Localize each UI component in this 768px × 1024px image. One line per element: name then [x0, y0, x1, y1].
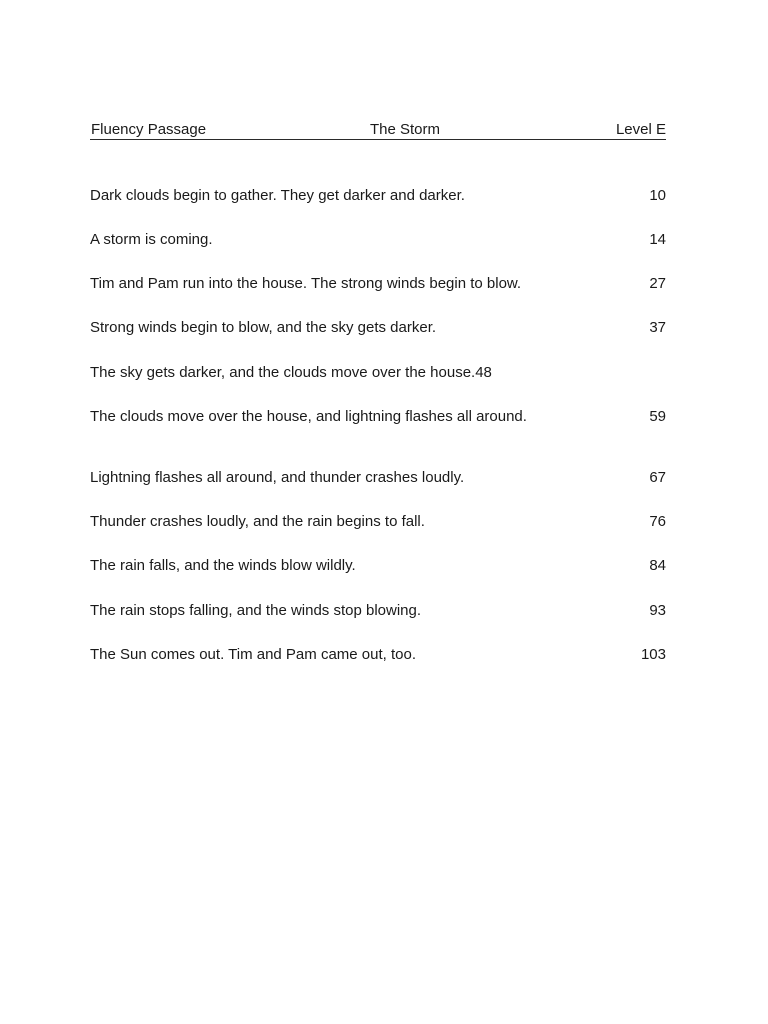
- passage-line: [90, 318, 666, 338]
- word-count: 27: [649, 275, 666, 292]
- header-fluency-passage: Fluency Passage: [91, 121, 207, 138]
- passage-header: [90, 121, 666, 140]
- word-count: 14: [649, 231, 666, 248]
- line-text: Dark clouds begin to gather. They get darker and darker.: [90, 187, 465, 204]
- line-text: The rain stops falling, and the winds stop blowing.: [90, 602, 422, 619]
- line-text: The Sun comes out. Tim and Pam came out, too.: [90, 646, 416, 663]
- word-count: 76: [649, 513, 666, 530]
- word-count: 67: [649, 469, 666, 486]
- line-text: Tim and Pam run into the house. The strong winds begin to blow.: [90, 275, 522, 292]
- passage-line: [90, 274, 666, 294]
- line-text: A storm is coming.: [90, 231, 213, 248]
- line-text: Lightning flashes all around, and thunder crashes loudly.: [90, 469, 465, 486]
- passage-line: [90, 186, 666, 206]
- line-text: The rain falls, and the winds blow wildly.: [90, 557, 356, 574]
- line-text: Strong winds begin to blow, and the sky gets darker.: [90, 319, 437, 336]
- line-text: Thunder crashes loudly, and the rain begins to fall.: [90, 513, 425, 530]
- word-count: 10: [649, 187, 666, 204]
- word-count: 37: [649, 319, 666, 336]
- header-title: The Storm: [370, 121, 441, 138]
- passage-line: [90, 407, 666, 427]
- passage-line: [90, 601, 666, 621]
- line-text: The sky gets darker, and the clouds move over the house.48: [90, 364, 492, 381]
- word-count: 103: [640, 646, 666, 663]
- passage-line: [90, 645, 666, 665]
- passage-line: [90, 468, 666, 488]
- line-text: The clouds move over the house, and lightning flashes all around.: [90, 408, 527, 425]
- passage-line: [90, 230, 666, 250]
- word-count: 84: [649, 557, 666, 574]
- word-count: 93: [649, 602, 666, 619]
- header-level: Level E: [615, 121, 666, 138]
- passage-line: [90, 556, 666, 576]
- passage-line: [90, 363, 666, 383]
- word-count: 59: [649, 408, 666, 425]
- passage-line: [90, 512, 666, 532]
